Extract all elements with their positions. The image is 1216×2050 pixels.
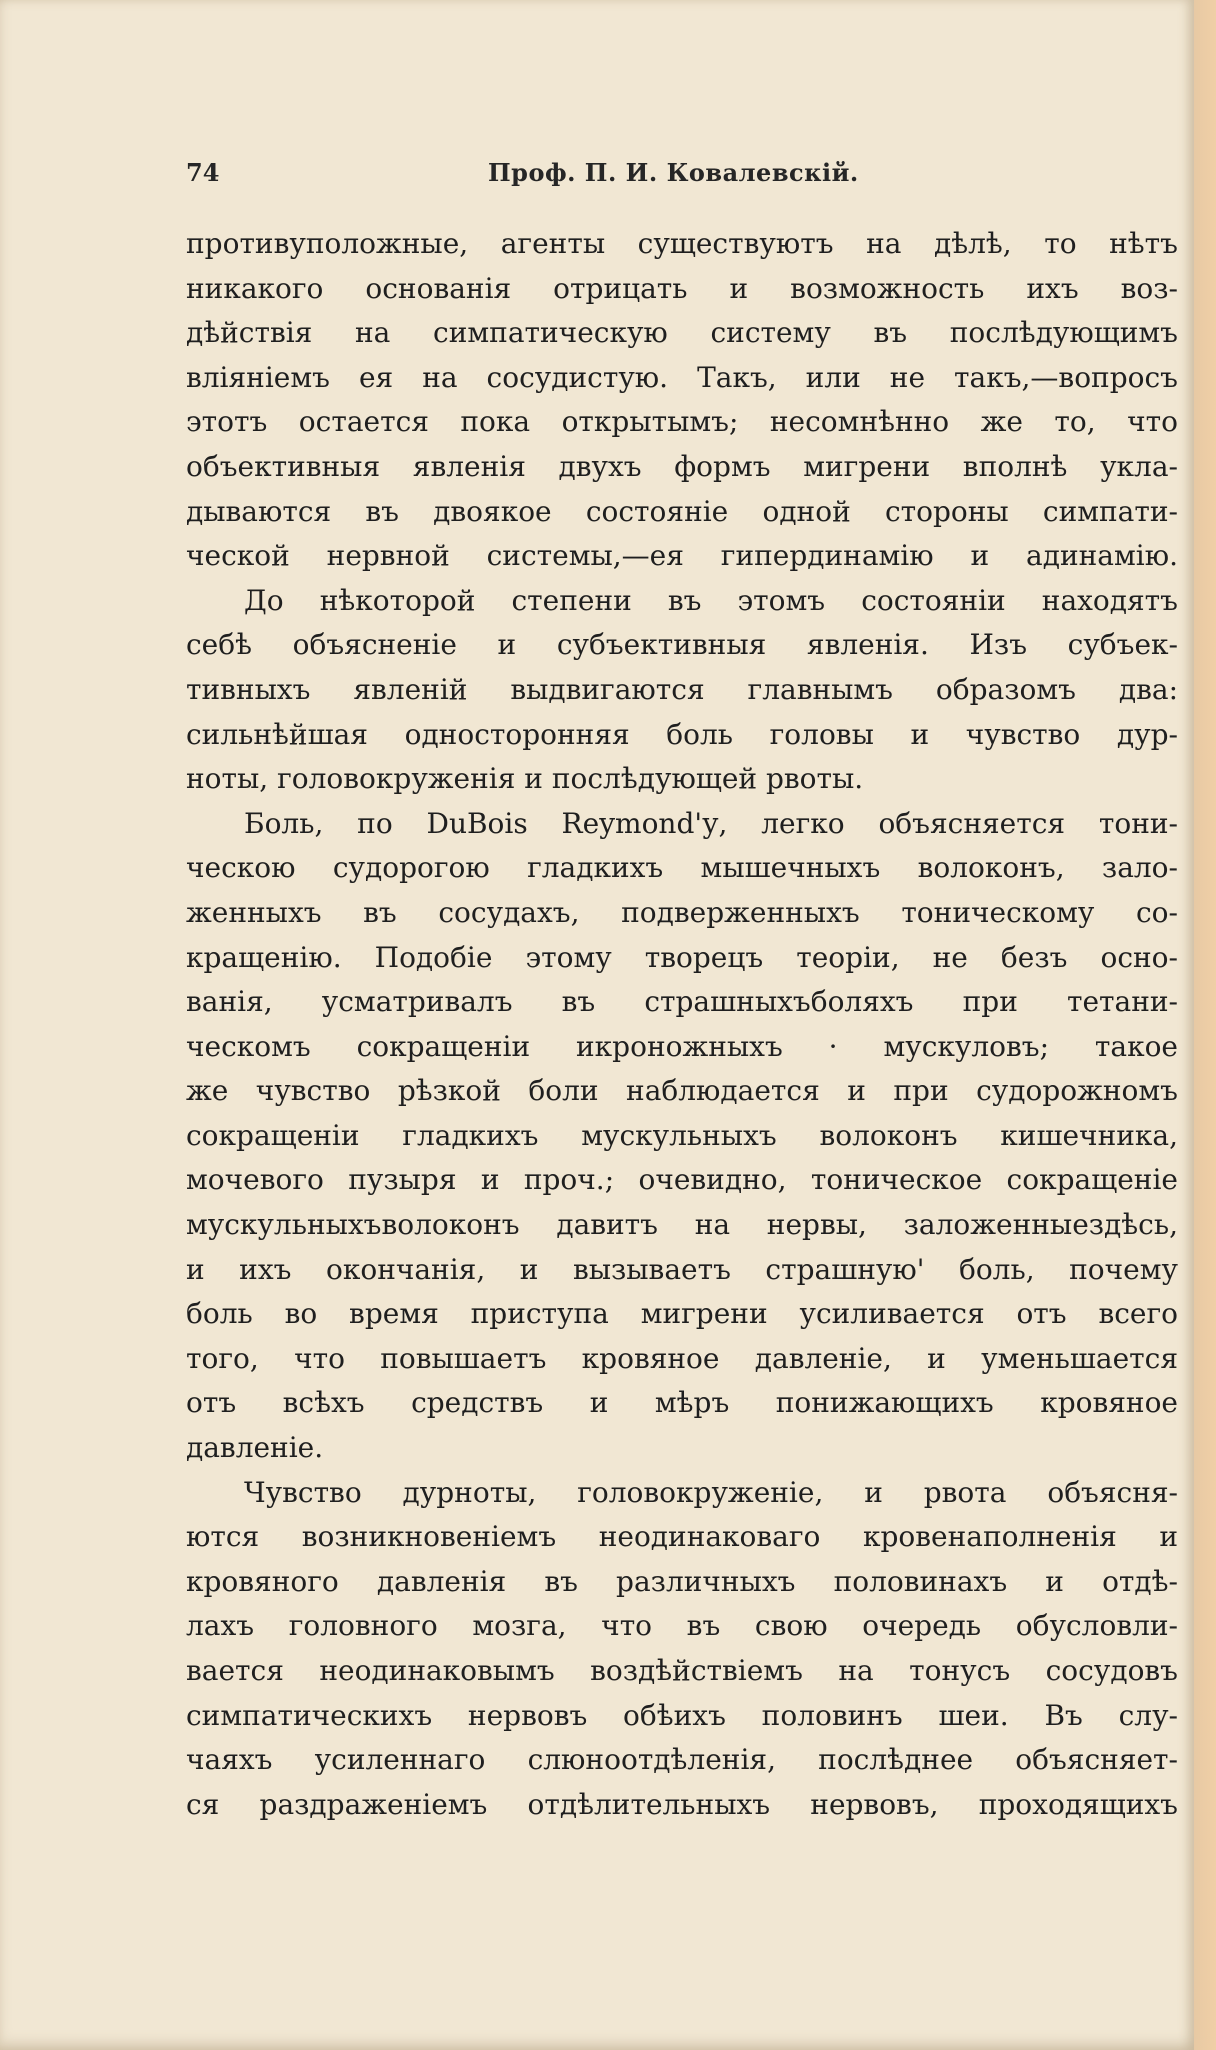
text-line: ся раздраженіемъ отдѣлительныхъ нервовъ, проходящихъ <box>186 1787 1178 1821</box>
text-line: боль во время приступа мигрени усиливается отъ всего <box>186 1297 1178 1331</box>
text-line: отъ всѣхъ средствъ и мѣръ понижающихъ кровяное <box>186 1386 1178 1420</box>
text-line: женныхъ въ сосудахъ, подверженныхъ тоническому со- <box>186 895 1178 929</box>
text-line: сильнѣйшая односторонняя боль головы и чувство дур- <box>186 717 1178 751</box>
text-line: ванія, усматривалъ въ страшныхъболяхъ при тетани- <box>186 985 1178 1019</box>
text-line: сокращеніи гладкихъ мускульныхъ волоконъ кишечника, <box>186 1118 1178 1152</box>
paragraph <box>186 1471 1178 1828</box>
text-line: мочевого пузыря и проч.; очевидно, тоническое сокращеніе <box>186 1163 1178 1197</box>
paragraph <box>186 802 1178 1471</box>
text-line: никакого основанія отрицать и возможность ихъ воз- <box>186 271 1178 305</box>
text-line: дываются въ двоякое состояніе одной стороны симпати- <box>186 494 1178 528</box>
text-line: объективныя явленія двухъ формъ мигрени вполнѣ укла- <box>186 449 1178 483</box>
paragraph <box>186 579 1178 802</box>
text-line: того, что повышаетъ кровяное давленіе, и уменьшается <box>186 1341 1178 1375</box>
text-line: кровяного давленія въ различныхъ половинахъ и отдѣ- <box>186 1564 1178 1598</box>
text-line: мускульныхъволоконъ давитъ на нервы, заложенныездѣсь, <box>186 1208 1178 1242</box>
text-line: же чувство рѣзкой боли наблюдается и при судорожномъ <box>186 1074 1178 1108</box>
body-text <box>186 222 1178 1827</box>
text-line: противуположные, агенты существуютъ на дѣлѣ, то нѣтъ <box>186 227 1178 260</box>
text-line: ческой нервной системы,—ея гипердинамію и адинамію. <box>186 539 1178 573</box>
text-line: этотъ остается пока открытымъ; несомнѣнно же то, что <box>186 405 1178 439</box>
page-number: 74 <box>186 158 220 187</box>
text-line: вается неодинаковымъ воздѣйствіемъ на тонусъ сосудовъ <box>186 1654 1178 1687</box>
text-line: давленіе. <box>186 1431 324 1465</box>
text-line: Чувство дурноты, головокруженіе, и рвота объясня- <box>244 1475 1178 1509</box>
text-line: вліяніемъ ея на сосудистую. Такъ, или не такъ,—вопросъ <box>186 360 1178 394</box>
text-line: симпатическихъ нервовъ обѣихъ половинъ шеи. Въ слу- <box>186 1698 1178 1732</box>
text-line: лахъ головного мозга, что въ свою очередь обусловли- <box>186 1609 1178 1643</box>
text-line: тивныхъ явленій выдвигаются главнымъ образомъ два: <box>186 672 1178 706</box>
paragraph <box>186 222 1178 579</box>
text-line: До нѣкоторой степени въ этомъ состояніи находятъ <box>244 583 1178 617</box>
running-title: Проф. П. И. Ковалевскій. <box>488 158 859 187</box>
text-line: ческою судорогою гладкихъ мышечныхъ волоконъ, зало- <box>186 851 1178 885</box>
page-edge <box>1194 0 1216 2050</box>
text-line: ноты, головокруженія и послѣдующей рвоты. <box>186 762 864 796</box>
page-header <box>186 158 1176 198</box>
text-line: ческомъ сокращеніи икроножныхъ · мускуловъ; такое <box>186 1029 1178 1063</box>
text-line: Боль, по DuBois Reymond'у, легко объясняется тони- <box>244 806 1178 840</box>
text-line: дѣйствія на симпатическую систему въ послѣдующимъ <box>186 316 1178 350</box>
text-line: и ихъ окончанія, и вызываетъ страшную' боль, почему <box>186 1252 1178 1286</box>
text-line: кращенію. Подобіе этому творецъ теоріи, не безъ осно- <box>186 940 1178 974</box>
text-line: себѣ объясненіе и субъективныя явленія. Изъ субъек- <box>186 628 1178 662</box>
text-line: ются возникновеніемъ неодинаковаго кровенаполненія и <box>186 1520 1178 1554</box>
text-line: чаяхъ усиленнаго слюноотдѣленія, послѣднее объясняет- <box>186 1743 1178 1777</box>
